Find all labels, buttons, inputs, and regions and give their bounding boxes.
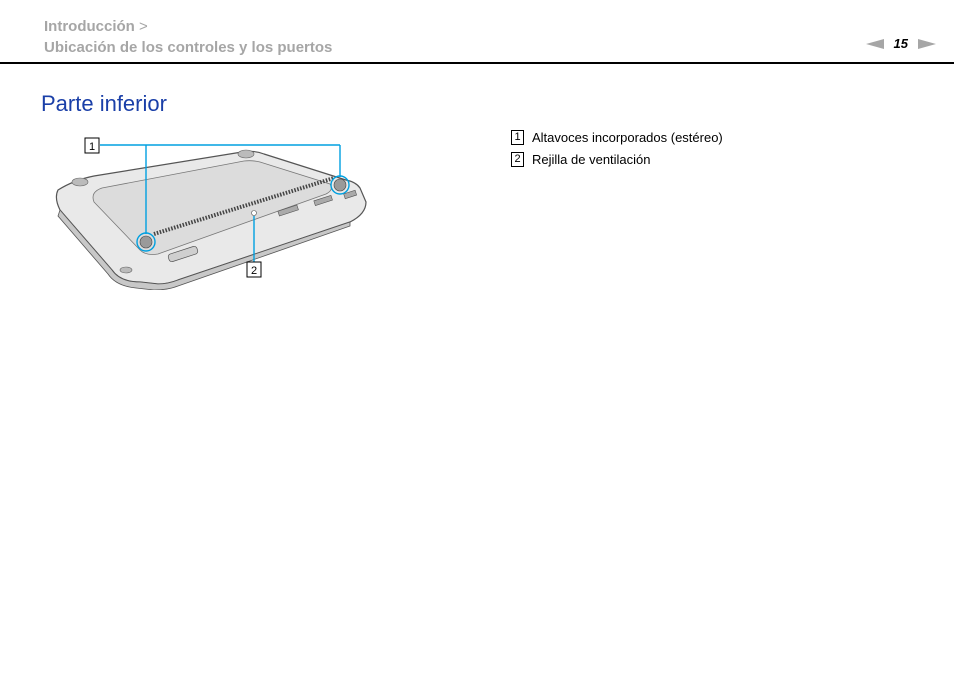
foot-rear-right (238, 150, 254, 158)
callout-2-number: 2 (250, 265, 258, 277)
legend-item (511, 129, 723, 145)
breadcrumb-section[interactable]: Introducción (44, 18, 135, 35)
breadcrumb-page[interactable]: Ubicación de los controles y los puertos (44, 39, 333, 56)
next-page-arrow-icon[interactable] (918, 39, 936, 49)
pager (866, 36, 936, 51)
laptop-bottom-illustration (50, 130, 380, 290)
legend-label: Altavoces incorporados (estéreo) (532, 129, 723, 145)
page-number: 15 (893, 36, 908, 51)
foot-rear-left (72, 178, 88, 186)
header-divider (0, 62, 954, 64)
speaker-left (140, 236, 152, 248)
breadcrumb (44, 16, 332, 58)
legend-number-box: 2 (511, 152, 524, 167)
previous-page-arrow-icon[interactable] (866, 39, 884, 49)
legend-list (511, 129, 723, 173)
foot-front-left (120, 267, 132, 273)
legend-item (511, 151, 723, 167)
screw-hole (252, 211, 257, 216)
callout-1-number: 1 (88, 141, 96, 153)
page-title: Parte inferior (41, 91, 167, 116)
legend-label: Rejilla de ventilación (532, 151, 651, 167)
legend-number-box: 1 (511, 130, 524, 145)
speaker-right (334, 179, 346, 191)
breadcrumb-separator: > (139, 18, 148, 35)
